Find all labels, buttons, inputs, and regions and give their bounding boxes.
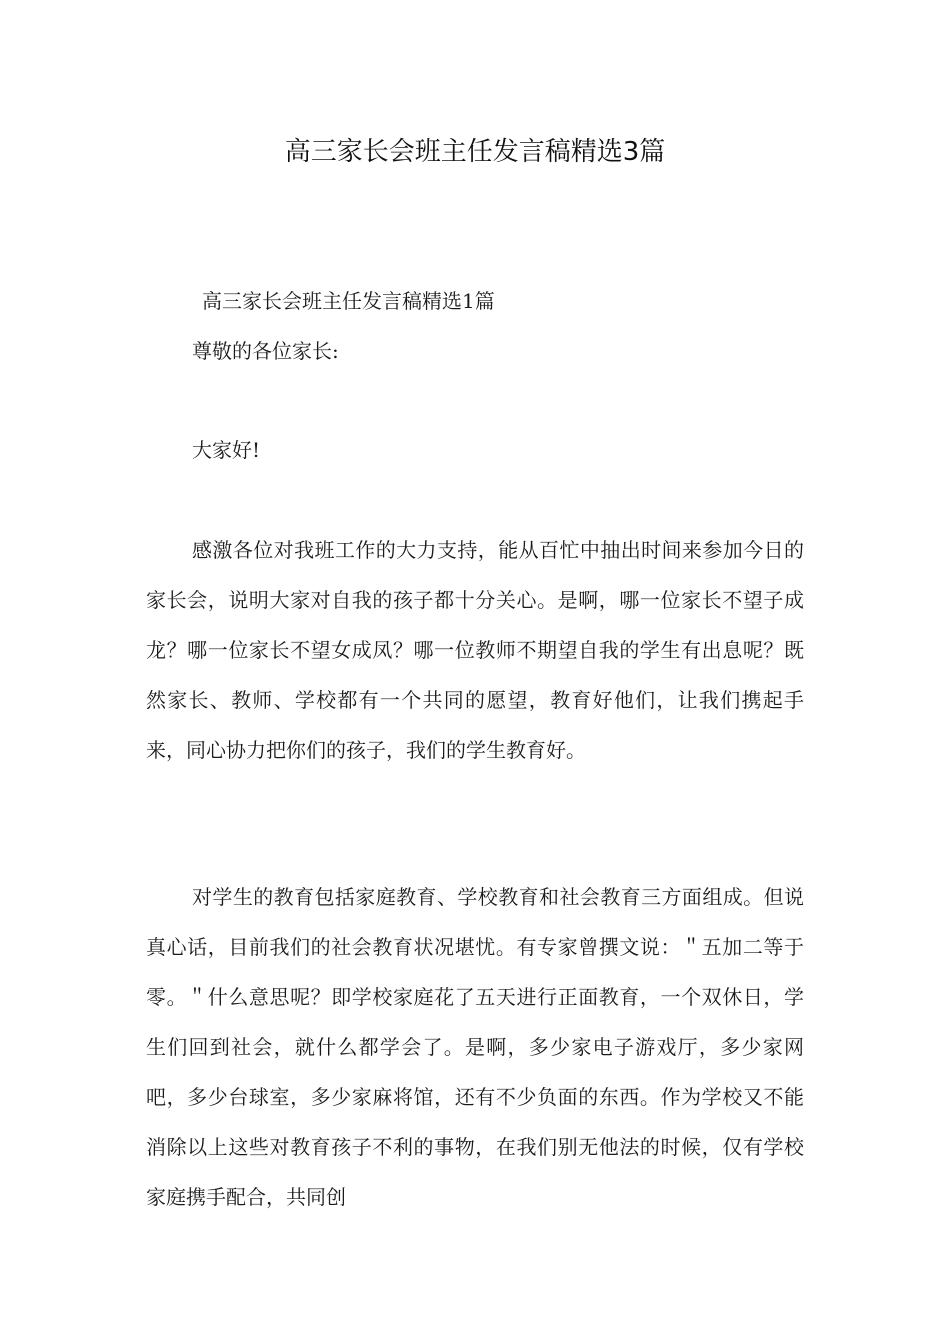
salutation: 尊敬的各位家长: xyxy=(192,339,339,363)
body-paragraph-1: 感激各位对我班工作的大力支持，能从百忙中抽出时间来参加今日的家长会，说明大家对自我的孩子都十分关心。是啊，哪一位家长不望子成龙？哪一位家长不望女成凤？哪一位教师不期望自我的学生有出息呢？既然家长、教师、学校都有一个共同的愿望，教育好他们，让我们携起手来，同心协力把你们的孩子，我们的学生教育好。 xyxy=(146,538,804,762)
greeting: 大家好! xyxy=(192,438,261,462)
document-title: 高三家长会班主任发言稿精选3篇 xyxy=(284,137,666,167)
body-paragraph-2: 对学生的教育包括家庭教育、学校教育和社会教育三方面组成。但说真心话，目前我们的社会教育状况堪忧。有专家曾撰文说：＂五加二等于零。＂什么意思呢？即学校家庭花了五天进行正面教育，一个双休日，学生们回到社会，就什么都学会了。是啊，多少家电子游戏厅，多少家网吧，多少台球室，多少家麻将馆，还有不少负面的东西。作为学校又不能消除以上这些对教育孩子不利的事物，在我们别无他法的时候，仅有学校家庭携手配合，共同创 xyxy=(146,885,804,1209)
section-subtitle: 高三家长会班主任发言稿精选1篇 xyxy=(202,289,495,313)
